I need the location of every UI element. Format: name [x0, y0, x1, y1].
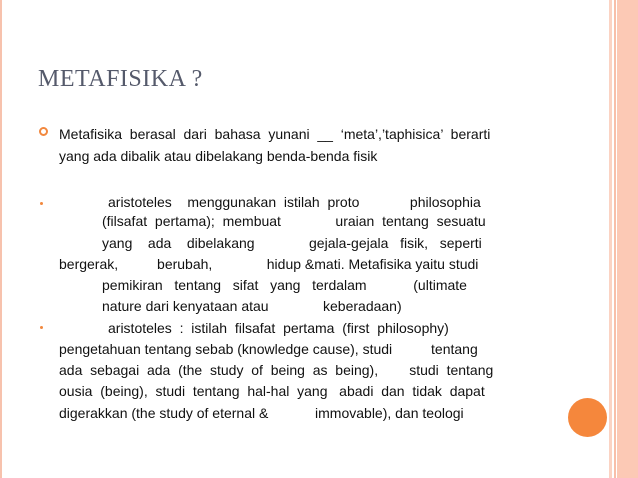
- text-line: yang ada dibelakang gejala-gejala fisik, seperti: [102, 235, 482, 251]
- text-line: aristoteles : istilah filsafat pertama (first philosophy): [108, 320, 449, 336]
- text-line: pengetahuan tentang sebab (knowledge cause), studi tentang: [59, 341, 478, 357]
- bullet-dot-icon: [40, 326, 43, 329]
- right-border-stripe: [614, 0, 616, 478]
- bullet-dot-icon: [40, 202, 43, 205]
- text-line: nature dari kenyataan atau keberadaan): [102, 298, 402, 314]
- text-line: ousia (being), studi tentang hal-hal yang abadi dan tidak dapat: [59, 383, 485, 399]
- decorative-circle: [568, 398, 607, 437]
- text-line: aristoteles menggunakan istilah proto philosophia: [108, 194, 481, 210]
- text-line: yang ada dibalik atau dibelakang benda-benda fisik: [59, 148, 378, 164]
- bullet-ring-icon: [39, 127, 48, 136]
- text-line: ada sebagai ada (the study of being as being), studi tentang: [59, 362, 494, 378]
- right-border-band: [617, 0, 638, 478]
- left-border: [0, 0, 2, 478]
- slide-title: METAFISIKA ?: [38, 66, 203, 92]
- text-line: bergerak, berubah, hidup &mati. Metafisika yaitu studi: [59, 256, 479, 272]
- right-border-stripe: [609, 0, 612, 478]
- text-line: digerakkan (the study of eternal & immovable), dan teologi: [59, 405, 464, 421]
- text-line: Metafisika berasal dari bahasa yunani __ ‘meta’,’taphisica’ berarti: [59, 126, 491, 142]
- text-line: (filsafat pertama); membuat uraian tentang sesuatu: [102, 213, 486, 229]
- text-line: pemikiran tentang sifat yang terdalam (ultimate: [102, 277, 467, 293]
